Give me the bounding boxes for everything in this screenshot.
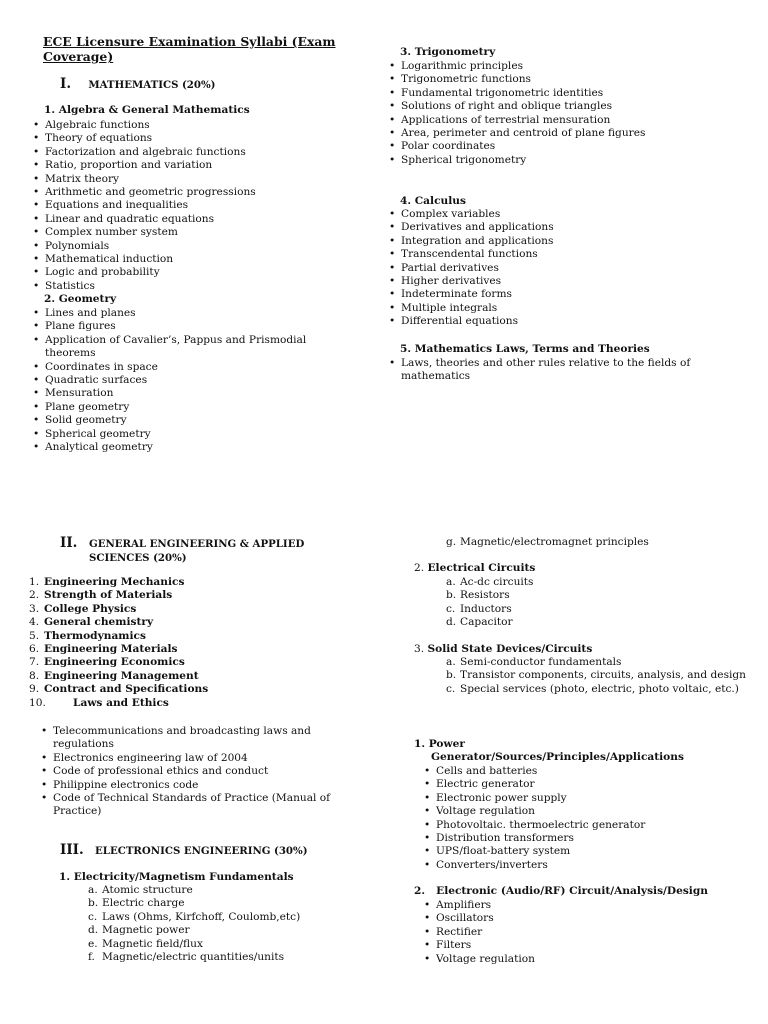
power-item: • Cells and batteries [419,765,739,778]
calculus-list [384,208,724,329]
laws-ethics-item: • Philippine electronics code [36,779,348,792]
audio-rf-item: • Oscillators [419,912,739,925]
power-list [419,765,739,872]
electrical-circuits-title: Electrical Circuits [427,562,536,574]
electrical-circuits-item [446,576,736,589]
geometry-item: • Plane figures [28,320,348,333]
general-engineering-item-number: 5. [29,629,40,642]
electricity-magnetism-item [88,911,348,924]
algebra-item: • Factorization and algebraic functions [28,146,348,159]
trigonometry-item: • Spherical trigonometry [384,154,724,167]
laws-ethics-item: • Code of professional ethics and conduct [36,765,348,778]
geometry-item: • Coordinates in space [28,361,348,374]
general-engineering-list [29,576,349,710]
power-item: • Converters/inverters [419,859,739,872]
general-engineering-item-text: College Physics [44,602,137,615]
general-engineering-item-number: 2. [29,589,40,602]
calculus-item: • Higher derivatives [384,275,724,288]
electricity-magnetism-list [88,884,348,964]
algebra-item: • Matrix theory [28,173,348,186]
geometry-item: • Spherical geometry [28,428,348,441]
power-item: • Distribution transformers [419,832,739,845]
math-laws-heading: 5. Mathematics Laws, Terms and Theories [400,343,650,355]
solid-state-list [446,656,756,696]
electrical-circuits-item-text: Capacitor [460,616,513,629]
algebra-item: • Algebraic functions [28,119,348,132]
document-title-line-2: Coverage) [43,49,114,64]
calculus-item: • Multiple integrals [384,302,724,315]
trigonometry-list [384,60,724,167]
electrical-circuits-heading [414,562,535,575]
electricity-magnetism-item-text: Electric charge [102,897,185,910]
trigonometry-item: • Trigonometric functions [384,73,724,86]
power-item: • Electronic power supply [419,792,739,805]
electricity-magnetism-item-letter: e. [88,937,98,950]
audio-rf-item: • Voltage regulation [419,953,739,966]
general-engineering-item [29,576,349,589]
electricity-magnetism-item-text: Magnetic/electric quantities/units [102,951,285,964]
solid-state-item-text: Semi-conductor fundamentals [460,656,622,668]
electricity-magnetism-item-text: Laws (Ohms, Kirfchoff, Coulomb,etc) [102,910,301,923]
electricity-magnetism-item-text: Magnetic field/flux [102,937,203,950]
math-laws-list [384,357,724,384]
section-2-title-line-2: SCIENCES (20%) [89,552,187,564]
power-item: • UPS/float-battery system [419,845,739,858]
electricity-magnetism-item [88,924,348,937]
general-engineering-item [29,656,349,669]
solid-state-item-text: Special services (photo, electric, photo voltaic, etc.) [460,682,739,695]
trigonometry-item: • Logarithmic principles [384,60,724,73]
section-2-title-line-1: GENERAL ENGINEERING & APPLIED [89,538,305,550]
calculus-item: • Differential equations [384,315,724,328]
power-item: • Electric generator [419,778,739,791]
electrical-circuits-item-letter: b. [446,589,457,602]
power-item: • Voltage regulation [419,805,739,818]
magnetic-principles-item [446,536,649,549]
algebra-heading: 1. Algebra & General Mathematics [44,104,250,116]
solid-state-heading [414,643,592,656]
trigonometry-item: • Area, perimeter and centroid of plane figures [384,127,724,140]
general-engineering-item-text: Engineering Materials [44,643,178,656]
solid-state-item [446,656,756,669]
electricity-magnetism-item [88,884,348,897]
algebra-item: • Logic and probability [28,266,348,279]
geometry-item: • Application of Cavalier’s, Pappus and Prismodial theorems [28,334,348,361]
general-engineering-item-text: Laws and Ethics [73,696,169,709]
math-laws-item: • Laws, theories and other rules relative to the fields of mathematics [384,357,724,384]
power-item: • Photovoltaic. thermoelectric generator [419,819,739,832]
general-engineering-item [29,603,349,616]
general-engineering-item [29,630,349,643]
magnetic-principles-text: Magnetic/electromagnet principles [460,536,649,548]
electricity-magnetism-item [88,938,348,951]
audio-rf-heading: 2. Electronic (Audio/RF) Circuit/Analysis/Design [414,885,708,897]
electricity-magnetism-item [88,951,348,964]
general-engineering-item [29,589,349,602]
calculus-item: • Transcendental functions [384,248,724,261]
general-engineering-item-number: 10. [29,696,46,709]
solid-state-item [446,683,756,696]
trigonometry-item: • Polar coordinates [384,140,724,153]
electricity-magnetism-item-text: Atomic structure [102,884,193,896]
magnetic-principles-letter: g. [446,536,457,548]
section-2-roman: II. [60,535,78,551]
trigonometry-item: • Solutions of right and oblique triangles [384,100,724,113]
section-1-roman: I. [60,76,72,92]
section-1-title: MATHEMATICS (20%) [88,79,216,91]
general-engineering-item [29,683,349,696]
electricity-magnetism-item-letter: d. [88,924,99,937]
section-3-roman: III. [60,842,84,858]
general-engineering-item-text: Thermodynamics [44,629,146,642]
section-3-heading [60,844,308,858]
general-engineering-item-number: 8. [29,669,40,682]
electrical-circuits-number: 2. [414,562,425,574]
algebra-item: • Polynomials [28,240,348,253]
solid-state-item-text: Transistor components, circuits, analysis, and design [460,669,747,682]
general-engineering-item [29,616,349,629]
electricity-magnetism-item-letter: b. [88,897,99,910]
power-heading [414,738,684,765]
algebra-item: • Equations and inequalities [28,199,348,212]
electrical-circuits-item [446,616,736,629]
electrical-circuits-item [446,589,736,602]
algebra-item: • Theory of equations [28,132,348,145]
electrical-circuits-list [446,576,736,630]
general-engineering-item-text: Contract and Specifications [44,683,209,696]
geometry-item: • Lines and planes [28,307,348,320]
electrical-circuits-item-text: Resistors [460,589,510,602]
calculus-item: • Integration and applications [384,235,724,248]
geometry-item: • Plane geometry [28,401,348,414]
general-engineering-item-text: Engineering Mechanics [44,576,185,588]
algebra-list [28,119,348,293]
algebra-item: • Arithmetic and geometric progressions [28,186,348,199]
electrical-circuits-item-letter: d. [446,616,457,629]
geometry-item: • Mensuration [28,387,348,400]
general-engineering-item-number: 9. [29,683,40,696]
electrical-circuits-item-text: Inductors [460,602,512,615]
algebra-item: • Linear and quadratic equations [28,213,348,226]
calculus-heading: 4. Calculus [400,195,466,207]
algebra-item: • Mathematical induction [28,253,348,266]
algebra-item: • Statistics [28,280,348,293]
trigonometry-item: • Applications of terrestrial mensuration [384,114,724,127]
general-engineering-item-number: 6. [29,643,40,656]
solid-state-title: Solid State Devices/Circuits [427,643,593,655]
audio-rf-item: • Amplifiers [419,899,739,912]
power-heading-line-1: 1. Power [414,738,465,750]
general-engineering-item [29,670,349,683]
geometry-item: • Quadratic surfaces [28,374,348,387]
general-engineering-item-text: General chemistry [44,616,154,629]
algebra-item: • Ratio, proportion and variation [28,159,348,172]
calculus-item: • Complex variables [384,208,724,221]
solid-state-item-letter: b. [446,669,457,682]
section-1-heading [60,78,215,92]
electricity-magnetism-item-letter: a. [88,884,98,896]
document-title-line-1: ECE Licensure Examination Syllabi (Exam [43,34,336,49]
section-3-title: ELECTRONICS ENGINEERING (30%) [95,845,308,857]
general-engineering-item-number: 7. [29,656,40,669]
solid-state-item-letter: c. [446,682,456,695]
solid-state-number: 3. [414,643,425,655]
audio-rf-item: • Filters [419,939,739,952]
solid-state-item-letter: a. [446,656,456,668]
general-engineering-item-number: 3. [29,602,40,615]
audio-rf-item: • Rectifier [419,926,739,939]
document-title [43,34,353,64]
general-engineering-item-text: Engineering Economics [44,656,185,669]
electricity-magnetism-item-letter: f. [88,951,95,964]
electrical-circuits-item-text: Ac-dc circuits [460,576,534,588]
laws-ethics-list [36,725,348,819]
trigonometry-heading: 3. Trigonometry [400,46,496,58]
geometry-heading: 2. Geometry [44,293,117,305]
laws-ethics-item: • Telecommunications and broadcasting laws and regulations [36,725,348,752]
section-2-heading [60,537,350,565]
general-engineering-item-number: 1. [29,576,40,588]
general-engineering-item [29,697,349,710]
calculus-item: • Indeterminate forms [384,288,724,301]
laws-ethics-item: • Code of Technical Standards of Practice (Manual of Practice) [36,792,348,819]
electricity-magnetism-item [88,897,348,910]
geometry-list [28,307,348,454]
audio-rf-list [419,899,739,966]
general-engineering-item-text: Strength of Materials [44,589,173,602]
calculus-item: • Partial derivatives [384,262,724,275]
power-heading-line-2: Generator/Sources/Principles/Applications [431,751,684,764]
geometry-item: • Solid geometry [28,414,348,427]
electricity-magnetism-heading: 1. Electricity/Magnetism Fundamentals [59,871,294,883]
trigonometry-item: • Fundamental trigonometric identities [384,87,724,100]
electricity-magnetism-item-text: Magnetic power [102,924,190,937]
general-engineering-item [29,643,349,656]
algebra-item: • Complex number system [28,226,348,239]
solid-state-item [446,669,756,682]
general-engineering-item-text: Engineering Management [44,669,199,682]
electrical-circuits-item-letter: c. [446,602,456,615]
geometry-item: • Analytical geometry [28,441,348,454]
electricity-magnetism-item-letter: c. [88,910,98,923]
general-engineering-item-number: 4. [29,616,40,629]
electrical-circuits-item-letter: a. [446,576,456,588]
electrical-circuits-item [446,603,736,616]
calculus-item: • Derivatives and applications [384,221,724,234]
laws-ethics-item: • Electronics engineering law of 2004 [36,752,348,765]
